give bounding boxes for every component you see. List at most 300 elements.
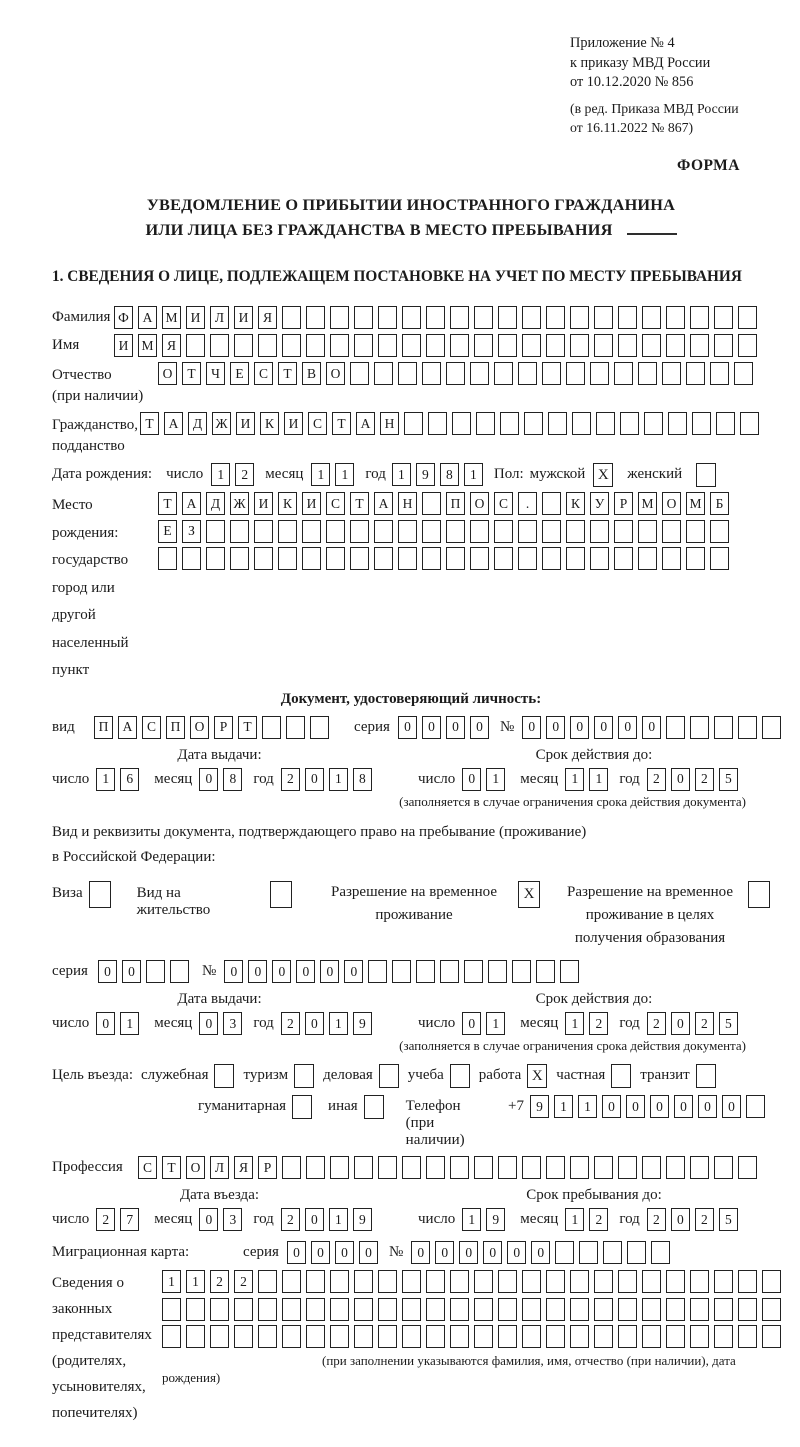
char-cell[interactable] — [686, 520, 705, 543]
char-cell[interactable] — [234, 1298, 253, 1321]
char-cell[interactable] — [594, 306, 613, 329]
valid-year-cells[interactable] — [647, 768, 743, 791]
char-cell[interactable] — [546, 1298, 565, 1321]
char-cell[interactable]: А — [118, 716, 137, 739]
char-cell[interactable]: Д — [206, 492, 225, 515]
char-cell[interactable] — [620, 412, 639, 435]
temp-residence-education-checkbox[interactable] — [748, 881, 770, 908]
char-cell[interactable] — [306, 306, 325, 329]
migration-series-cells[interactable] — [287, 1241, 383, 1264]
char-cell[interactable] — [594, 334, 613, 357]
char-cell[interactable]: Т — [140, 412, 159, 435]
char-cell[interactable] — [354, 1298, 373, 1321]
char-cell[interactable]: А — [356, 412, 375, 435]
char-cell[interactable]: О — [326, 362, 345, 385]
char-cell[interactable]: К — [278, 492, 297, 515]
char-cell[interactable] — [738, 306, 757, 329]
firstname-cells[interactable] — [114, 334, 762, 357]
char-cell[interactable]: 3 — [223, 1012, 242, 1035]
char-cell[interactable] — [374, 362, 393, 385]
char-cell[interactable]: Ж — [212, 412, 231, 435]
char-cell[interactable] — [740, 412, 759, 435]
char-cell[interactable] — [762, 1270, 781, 1293]
char-cell[interactable] — [618, 1298, 637, 1321]
char-cell[interactable]: Т — [158, 492, 177, 515]
char-cell[interactable]: 1 — [464, 463, 483, 486]
char-cell[interactable] — [666, 1156, 685, 1179]
char-cell[interactable] — [230, 547, 249, 570]
char-cell[interactable] — [594, 1325, 613, 1348]
char-cell[interactable] — [498, 1325, 517, 1348]
char-cell[interactable] — [651, 1241, 670, 1264]
char-cell[interactable] — [498, 1270, 517, 1293]
char-cell[interactable]: Е — [230, 362, 249, 385]
char-cell[interactable] — [662, 547, 681, 570]
issue-year-cells[interactable] — [281, 768, 377, 791]
char-cell[interactable]: 1 — [392, 463, 411, 486]
char-cell[interactable] — [330, 306, 349, 329]
char-cell[interactable] — [186, 1325, 205, 1348]
char-cell[interactable] — [638, 547, 657, 570]
char-cell[interactable]: 0 — [531, 1241, 550, 1264]
char-cell[interactable] — [422, 520, 441, 543]
char-cell[interactable]: 1 — [565, 1012, 584, 1035]
char-cell[interactable] — [710, 547, 729, 570]
char-cell[interactable] — [258, 1270, 277, 1293]
char-cell[interactable]: 0 — [507, 1241, 526, 1264]
char-cell[interactable]: 0 — [483, 1241, 502, 1264]
char-cell[interactable] — [738, 1156, 757, 1179]
char-cell[interactable]: 1 — [578, 1095, 597, 1118]
char-cell[interactable]: С — [308, 412, 327, 435]
char-cell[interactable] — [162, 1325, 181, 1348]
char-cell[interactable] — [603, 1241, 622, 1264]
char-cell[interactable]: Р — [258, 1156, 277, 1179]
char-cell[interactable]: Ж — [230, 492, 249, 515]
char-cell[interactable]: Я — [162, 334, 181, 357]
char-cell[interactable]: Д — [188, 412, 207, 435]
char-cell[interactable] — [474, 306, 493, 329]
char-cell[interactable] — [570, 1270, 589, 1293]
char-cell[interactable]: 1 — [96, 768, 115, 791]
char-cell[interactable]: У — [590, 492, 609, 515]
char-cell[interactable] — [498, 306, 517, 329]
char-cell[interactable]: 2 — [589, 1208, 608, 1231]
char-cell[interactable]: А — [138, 306, 157, 329]
char-cell[interactable] — [518, 362, 537, 385]
purpose-humanitarian-checkbox[interactable] — [292, 1095, 312, 1119]
char-cell[interactable] — [627, 1241, 646, 1264]
char-cell[interactable] — [714, 1298, 733, 1321]
char-cell[interactable] — [594, 1270, 613, 1293]
valid-day-cells[interactable] — [462, 768, 510, 791]
char-cell[interactable] — [234, 1325, 253, 1348]
legal-row3-cells[interactable] — [162, 1325, 786, 1348]
char-cell[interactable] — [354, 1325, 373, 1348]
char-cell[interactable]: 1 — [329, 1012, 348, 1035]
char-cell[interactable] — [474, 1156, 493, 1179]
char-cell[interactable]: Т — [162, 1156, 181, 1179]
char-cell[interactable] — [738, 1270, 757, 1293]
char-cell[interactable]: 6 — [120, 768, 139, 791]
char-cell[interactable]: 0 — [122, 960, 141, 983]
char-cell[interactable] — [570, 1156, 589, 1179]
char-cell[interactable] — [522, 334, 541, 357]
char-cell[interactable] — [614, 362, 633, 385]
char-cell[interactable] — [230, 520, 249, 543]
char-cell[interactable] — [542, 520, 561, 543]
surname-cells[interactable] — [114, 306, 762, 329]
char-cell[interactable] — [402, 334, 421, 357]
char-cell[interactable] — [450, 1156, 469, 1179]
birth-place-row3-cells[interactable] — [158, 547, 734, 570]
char-cell[interactable] — [402, 1298, 421, 1321]
char-cell[interactable] — [618, 334, 637, 357]
doc-number-cells[interactable] — [522, 716, 786, 739]
char-cell[interactable]: Т — [182, 362, 201, 385]
char-cell[interactable] — [254, 520, 273, 543]
char-cell[interactable] — [330, 1325, 349, 1348]
stay-year-cells[interactable] — [647, 1208, 743, 1231]
char-cell[interactable]: Ф — [114, 306, 133, 329]
char-cell[interactable]: 2 — [589, 1012, 608, 1035]
char-cell[interactable]: 0 — [287, 1241, 306, 1264]
char-cell[interactable] — [570, 1325, 589, 1348]
char-cell[interactable]: О — [190, 716, 209, 739]
char-cell[interactable]: 0 — [435, 1241, 454, 1264]
char-cell[interactable]: О — [158, 362, 177, 385]
char-cell[interactable]: 5 — [719, 1012, 738, 1035]
char-cell[interactable]: 1 — [329, 1208, 348, 1231]
char-cell[interactable] — [392, 960, 411, 983]
profession-cells[interactable] — [138, 1156, 762, 1179]
char-cell[interactable] — [282, 334, 301, 357]
char-cell[interactable]: 0 — [296, 960, 315, 983]
char-cell[interactable]: 0 — [199, 1012, 218, 1035]
res-valid-month-cells[interactable] — [565, 1012, 613, 1035]
char-cell[interactable] — [446, 520, 465, 543]
char-cell[interactable] — [354, 1270, 373, 1293]
char-cell[interactable] — [378, 1298, 397, 1321]
char-cell[interactable]: 0 — [359, 1241, 378, 1264]
char-cell[interactable] — [690, 1156, 709, 1179]
char-cell[interactable] — [350, 520, 369, 543]
char-cell[interactable]: Н — [380, 412, 399, 435]
char-cell[interactable] — [518, 547, 537, 570]
char-cell[interactable] — [282, 1156, 301, 1179]
char-cell[interactable] — [738, 334, 757, 357]
char-cell[interactable]: Я — [234, 1156, 253, 1179]
char-cell[interactable]: Р — [214, 716, 233, 739]
char-cell[interactable] — [500, 412, 519, 435]
char-cell[interactable] — [746, 1095, 765, 1118]
char-cell[interactable]: Б — [710, 492, 729, 515]
char-cell[interactable]: 0 — [671, 1208, 690, 1231]
char-cell[interactable] — [686, 547, 705, 570]
char-cell[interactable]: . — [518, 492, 537, 515]
char-cell[interactable]: 0 — [698, 1095, 717, 1118]
char-cell[interactable] — [402, 306, 421, 329]
char-cell[interactable] — [546, 306, 565, 329]
char-cell[interactable]: 0 — [224, 960, 243, 983]
char-cell[interactable] — [596, 412, 615, 435]
res-valid-year-cells[interactable] — [647, 1012, 743, 1035]
char-cell[interactable]: 1 — [186, 1270, 205, 1293]
residence-number-cells[interactable] — [224, 960, 584, 983]
char-cell[interactable]: 9 — [353, 1208, 372, 1231]
char-cell[interactable]: 0 — [522, 716, 541, 739]
char-cell[interactable] — [522, 306, 541, 329]
char-cell[interactable]: Т — [350, 492, 369, 515]
char-cell[interactable]: 0 — [626, 1095, 645, 1118]
char-cell[interactable]: 2 — [281, 1012, 300, 1035]
char-cell[interactable] — [378, 1325, 397, 1348]
char-cell[interactable] — [398, 547, 417, 570]
char-cell[interactable] — [738, 716, 757, 739]
char-cell[interactable]: 0 — [248, 960, 267, 983]
char-cell[interactable] — [170, 960, 189, 983]
char-cell[interactable] — [546, 1270, 565, 1293]
char-cell[interactable]: О — [186, 1156, 205, 1179]
char-cell[interactable] — [548, 412, 567, 435]
char-cell[interactable]: 0 — [650, 1095, 669, 1118]
char-cell[interactable] — [542, 547, 561, 570]
char-cell[interactable]: С — [142, 716, 161, 739]
char-cell[interactable] — [546, 1156, 565, 1179]
char-cell[interactable]: И — [186, 306, 205, 329]
char-cell[interactable] — [714, 716, 733, 739]
char-cell[interactable] — [282, 306, 301, 329]
char-cell[interactable] — [642, 1298, 661, 1321]
char-cell[interactable] — [710, 362, 729, 385]
char-cell[interactable] — [642, 1156, 661, 1179]
char-cell[interactable] — [594, 1298, 613, 1321]
char-cell[interactable] — [662, 362, 681, 385]
char-cell[interactable]: 1 — [211, 463, 230, 486]
char-cell[interactable] — [446, 547, 465, 570]
char-cell[interactable] — [402, 1270, 421, 1293]
char-cell[interactable] — [716, 412, 735, 435]
char-cell[interactable]: 0 — [462, 1012, 481, 1035]
birth-day-cells[interactable] — [211, 463, 259, 486]
char-cell[interactable] — [210, 1298, 229, 1321]
char-cell[interactable] — [326, 547, 345, 570]
char-cell[interactable] — [262, 716, 281, 739]
char-cell[interactable] — [450, 1325, 469, 1348]
char-cell[interactable]: 0 — [272, 960, 291, 983]
char-cell[interactable] — [476, 412, 495, 435]
char-cell[interactable] — [426, 306, 445, 329]
res-issue-day-cells[interactable] — [96, 1012, 144, 1035]
char-cell[interactable] — [566, 547, 585, 570]
char-cell[interactable] — [402, 1325, 421, 1348]
char-cell[interactable]: 1 — [329, 768, 348, 791]
char-cell[interactable] — [762, 716, 781, 739]
char-cell[interactable]: 0 — [398, 716, 417, 739]
char-cell[interactable]: 2 — [234, 1270, 253, 1293]
char-cell[interactable]: П — [446, 492, 465, 515]
char-cell[interactable]: 1 — [311, 463, 330, 486]
char-cell[interactable] — [572, 412, 591, 435]
char-cell[interactable] — [566, 362, 585, 385]
char-cell[interactable] — [374, 547, 393, 570]
char-cell[interactable] — [666, 1270, 685, 1293]
char-cell[interactable]: 0 — [671, 1012, 690, 1035]
char-cell[interactable] — [398, 520, 417, 543]
char-cell[interactable] — [306, 334, 325, 357]
char-cell[interactable]: П — [94, 716, 113, 739]
char-cell[interactable] — [714, 334, 733, 357]
char-cell[interactable] — [692, 412, 711, 435]
char-cell[interactable] — [522, 1156, 541, 1179]
char-cell[interactable] — [258, 1325, 277, 1348]
char-cell[interactable] — [162, 1298, 181, 1321]
issue-day-cells[interactable] — [96, 768, 144, 791]
char-cell[interactable] — [666, 306, 685, 329]
char-cell[interactable] — [258, 1298, 277, 1321]
char-cell[interactable] — [690, 334, 709, 357]
char-cell[interactable] — [422, 492, 441, 515]
char-cell[interactable]: 0 — [446, 716, 465, 739]
char-cell[interactable] — [710, 520, 729, 543]
char-cell[interactable] — [450, 334, 469, 357]
char-cell[interactable]: Л — [210, 1156, 229, 1179]
sex-female-checkbox[interactable] — [696, 463, 716, 487]
char-cell[interactable] — [378, 1156, 397, 1179]
char-cell[interactable] — [618, 1156, 637, 1179]
purpose-private-checkbox[interactable] — [611, 1064, 631, 1088]
purpose-study-checkbox[interactable] — [450, 1064, 470, 1088]
birth-month-cells[interactable] — [311, 463, 359, 486]
char-cell[interactable] — [666, 1298, 685, 1321]
char-cell[interactable]: Т — [238, 716, 257, 739]
char-cell[interactable]: 1 — [162, 1270, 181, 1293]
char-cell[interactable] — [426, 1325, 445, 1348]
char-cell[interactable]: 2 — [695, 1012, 714, 1035]
purpose-business-checkbox[interactable] — [379, 1064, 399, 1088]
char-cell[interactable] — [570, 1298, 589, 1321]
char-cell[interactable]: 0 — [671, 768, 690, 791]
char-cell[interactable]: 5 — [719, 768, 738, 791]
char-cell[interactable]: 2 — [695, 768, 714, 791]
char-cell[interactable]: С — [494, 492, 513, 515]
char-cell[interactable] — [206, 547, 225, 570]
char-cell[interactable] — [254, 547, 273, 570]
char-cell[interactable]: 0 — [98, 960, 117, 983]
char-cell[interactable] — [426, 1298, 445, 1321]
char-cell[interactable] — [354, 306, 373, 329]
purpose-work-checkbox[interactable]: X — [527, 1064, 547, 1088]
patronymic-cells[interactable] — [158, 362, 758, 385]
char-cell[interactable] — [618, 306, 637, 329]
entry-month-cells[interactable] — [199, 1208, 247, 1231]
char-cell[interactable]: 1 — [120, 1012, 139, 1035]
char-cell[interactable] — [618, 1325, 637, 1348]
char-cell[interactable] — [714, 306, 733, 329]
char-cell[interactable] — [762, 1325, 781, 1348]
char-cell[interactable] — [158, 547, 177, 570]
char-cell[interactable]: 0 — [470, 716, 489, 739]
char-cell[interactable]: 0 — [570, 716, 589, 739]
char-cell[interactable]: 0 — [96, 1012, 115, 1035]
char-cell[interactable] — [428, 412, 447, 435]
char-cell[interactable] — [642, 334, 661, 357]
char-cell[interactable]: А — [374, 492, 393, 515]
char-cell[interactable] — [570, 334, 589, 357]
char-cell[interactable]: 9 — [530, 1095, 549, 1118]
char-cell[interactable]: 1 — [589, 768, 608, 791]
char-cell[interactable] — [378, 1270, 397, 1293]
char-cell[interactable]: 1 — [565, 1208, 584, 1231]
char-cell[interactable] — [350, 547, 369, 570]
char-cell[interactable] — [302, 520, 321, 543]
purpose-other-checkbox[interactable] — [364, 1095, 384, 1119]
char-cell[interactable]: 0 — [320, 960, 339, 983]
char-cell[interactable]: 0 — [305, 1208, 324, 1231]
char-cell[interactable] — [498, 1156, 517, 1179]
char-cell[interactable]: 0 — [335, 1241, 354, 1264]
char-cell[interactable]: 1 — [486, 1012, 505, 1035]
char-cell[interactable] — [330, 1156, 349, 1179]
char-cell[interactable]: З — [182, 520, 201, 543]
res-issue-year-cells[interactable] — [281, 1012, 377, 1035]
char-cell[interactable]: 0 — [618, 716, 637, 739]
char-cell[interactable]: 9 — [353, 1012, 372, 1035]
char-cell[interactable] — [306, 1270, 325, 1293]
char-cell[interactable] — [738, 1325, 757, 1348]
char-cell[interactable] — [614, 547, 633, 570]
char-cell[interactable] — [546, 334, 565, 357]
char-cell[interactable] — [555, 1241, 574, 1264]
char-cell[interactable] — [714, 1325, 733, 1348]
char-cell[interactable] — [494, 547, 513, 570]
char-cell[interactable] — [470, 520, 489, 543]
char-cell[interactable] — [354, 334, 373, 357]
char-cell[interactable]: 5 — [719, 1208, 738, 1231]
char-cell[interactable]: Я — [258, 306, 277, 329]
char-cell[interactable]: О — [470, 492, 489, 515]
doc-series-cells[interactable] — [398, 716, 494, 739]
char-cell[interactable] — [642, 1270, 661, 1293]
char-cell[interactable] — [536, 960, 555, 983]
char-cell[interactable] — [306, 1325, 325, 1348]
char-cell[interactable] — [522, 1270, 541, 1293]
char-cell[interactable]: 1 — [565, 768, 584, 791]
char-cell[interactable]: С — [326, 492, 345, 515]
phone-cells[interactable] — [530, 1095, 770, 1118]
res-issue-month-cells[interactable] — [199, 1012, 247, 1035]
char-cell[interactable]: 0 — [422, 716, 441, 739]
char-cell[interactable] — [666, 1325, 685, 1348]
char-cell[interactable]: 1 — [462, 1208, 481, 1231]
char-cell[interactable]: Ч — [206, 362, 225, 385]
char-cell[interactable] — [590, 520, 609, 543]
char-cell[interactable] — [498, 334, 517, 357]
char-cell[interactable] — [426, 1270, 445, 1293]
char-cell[interactable] — [426, 1156, 445, 1179]
char-cell[interactable] — [590, 362, 609, 385]
char-cell[interactable] — [306, 1156, 325, 1179]
char-cell[interactable] — [182, 547, 201, 570]
char-cell[interactable]: 7 — [120, 1208, 139, 1231]
char-cell[interactable]: 2 — [235, 463, 254, 486]
char-cell[interactable] — [350, 362, 369, 385]
purpose-transit-checkbox[interactable] — [696, 1064, 716, 1088]
char-cell[interactable]: 1 — [486, 768, 505, 791]
char-cell[interactable] — [546, 1325, 565, 1348]
char-cell[interactable]: 9 — [486, 1208, 505, 1231]
char-cell[interactable] — [638, 362, 657, 385]
